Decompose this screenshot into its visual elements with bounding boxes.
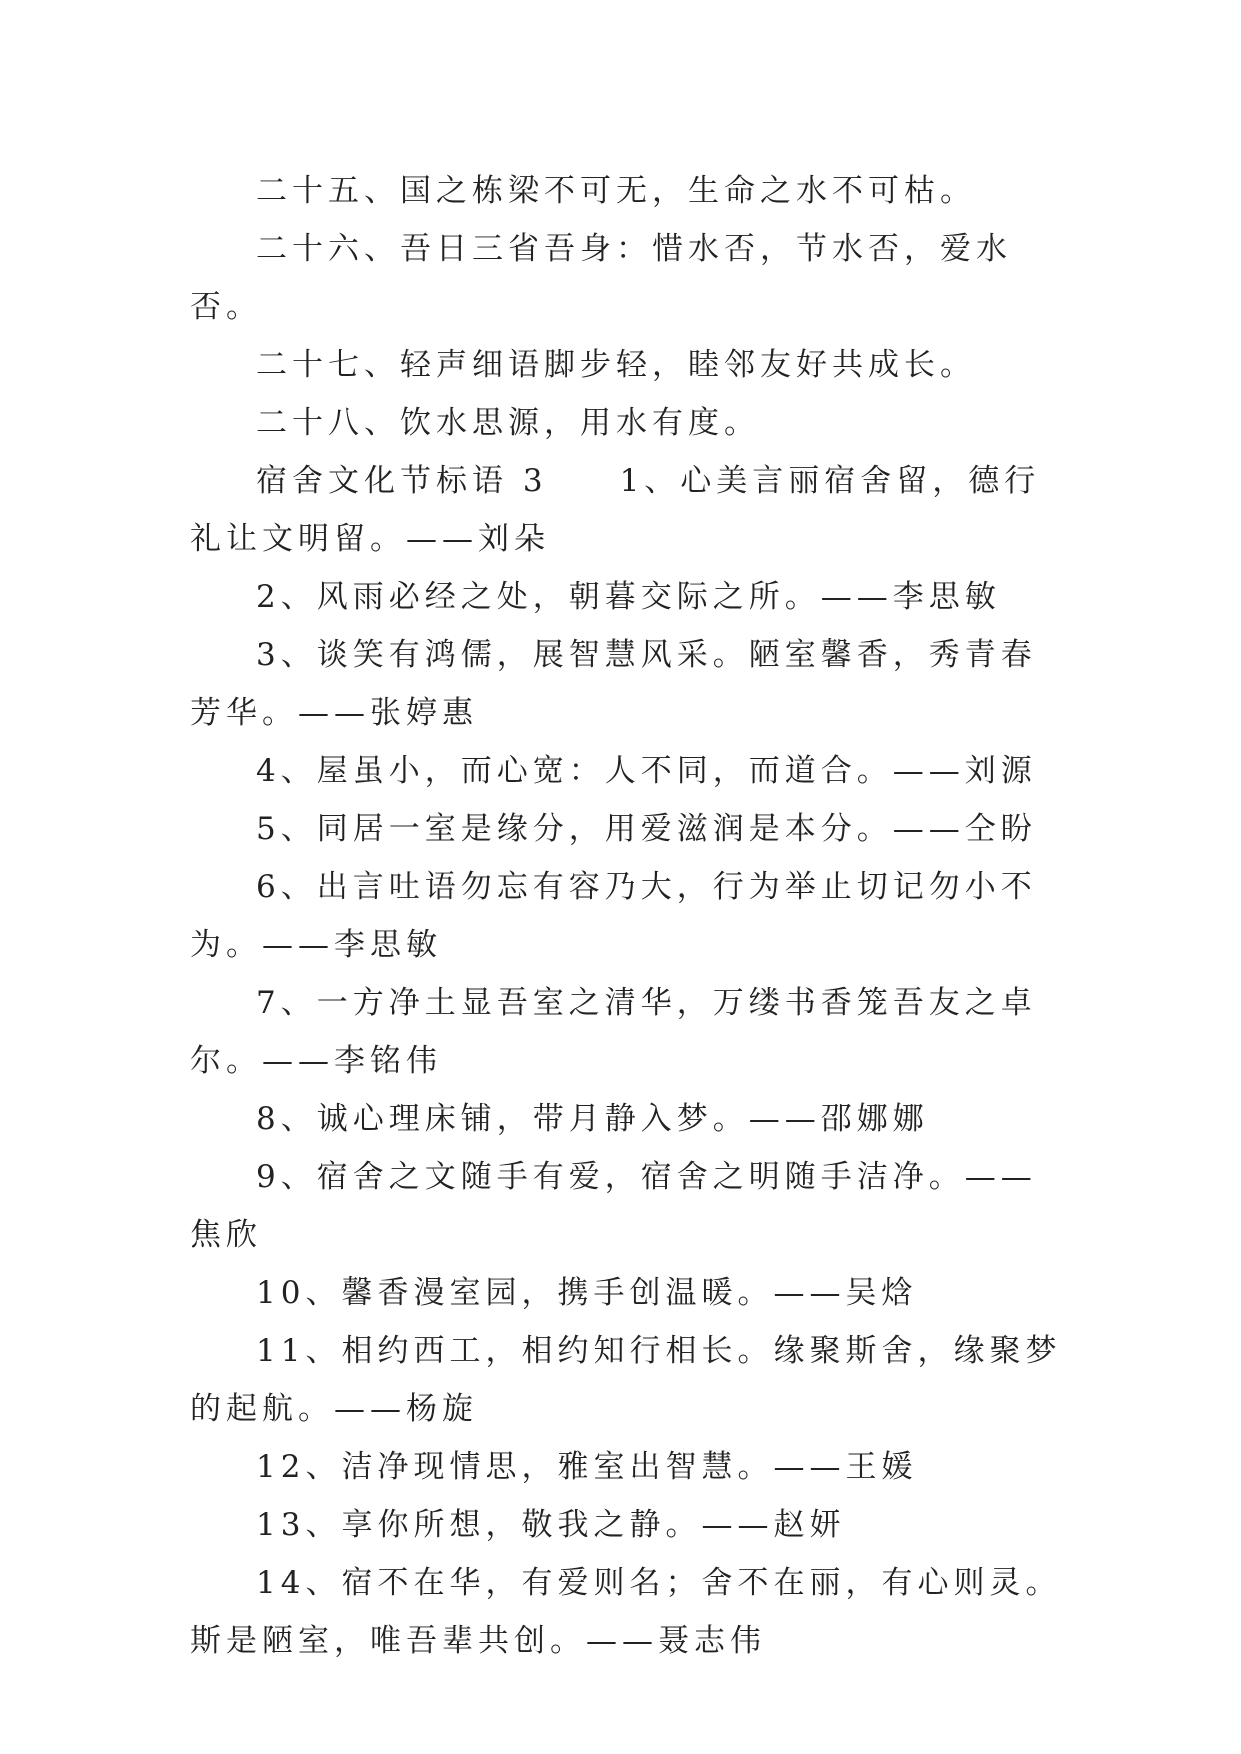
paragraph: 2、风雨必经之处，朝暮交际之所。——李思敏 xyxy=(256,579,1001,615)
paragraph: 二十七、轻声细语脚步轻，睦邻友好共成长。 xyxy=(256,347,976,383)
document-body xyxy=(190,162,1070,1670)
paragraph: 3、谈笑有鸿儒，展智慧风采。陋室馨香，秀青春芳华。——张婷惠 xyxy=(190,637,1037,731)
paragraph: 12、洁净现情思，雅室出智慧。——王媛 xyxy=(256,1449,918,1485)
paragraph: 14、宿不在华，有爱则名；舍不在丽，有心则灵。斯是陋室，唯吾辈共创。——聂志伟 xyxy=(190,1565,1062,1659)
paragraph: 7、一方净土显吾室之清华，万缕书香笼吾友之卓尔。——李铭伟 xyxy=(190,985,1037,1079)
paragraph: 13、享你所想，敬我之静。——赵妍 xyxy=(256,1507,846,1543)
paragraph: 二十八、饮水思源，用水有度。 xyxy=(256,405,760,441)
paragraph: 二十五、国之栋梁不可无，生命之水不可枯。 xyxy=(256,173,976,209)
paragraph: 11、相约西工，相约知行相长。缘聚斯舍，缘聚梦的起航。——杨旋 xyxy=(190,1333,1062,1427)
paragraph: 8、诚心理床铺，带月静入梦。——邵娜娜 xyxy=(256,1101,929,1137)
section-heading-paragraph: 宿舍文化节标语 3 1、心美言丽宿舍留，德行礼让文明留。——刘朵 xyxy=(190,463,1041,557)
paragraph: 9、宿舍之文随手有爱，宿舍之明随手洁净。——焦欣 xyxy=(190,1159,1037,1253)
paragraph: 6、出言吐语勿忘有容乃大，行为举止切记勿小不为。——李思敏 xyxy=(190,869,1037,963)
paragraph: 10、馨香漫室园，携手创温暖。——吴焓 xyxy=(256,1275,918,1311)
paragraph: 5、同居一室是缘分，用爱滋润是本分。——仝盼 xyxy=(256,811,1037,847)
paragraph: 二十六、吾日三省吾身：惜水否，节水否，爱水否。 xyxy=(190,231,1012,325)
paragraph: 4、屋虽小，而心宽：人不同，而道合。——刘源 xyxy=(256,753,1037,789)
